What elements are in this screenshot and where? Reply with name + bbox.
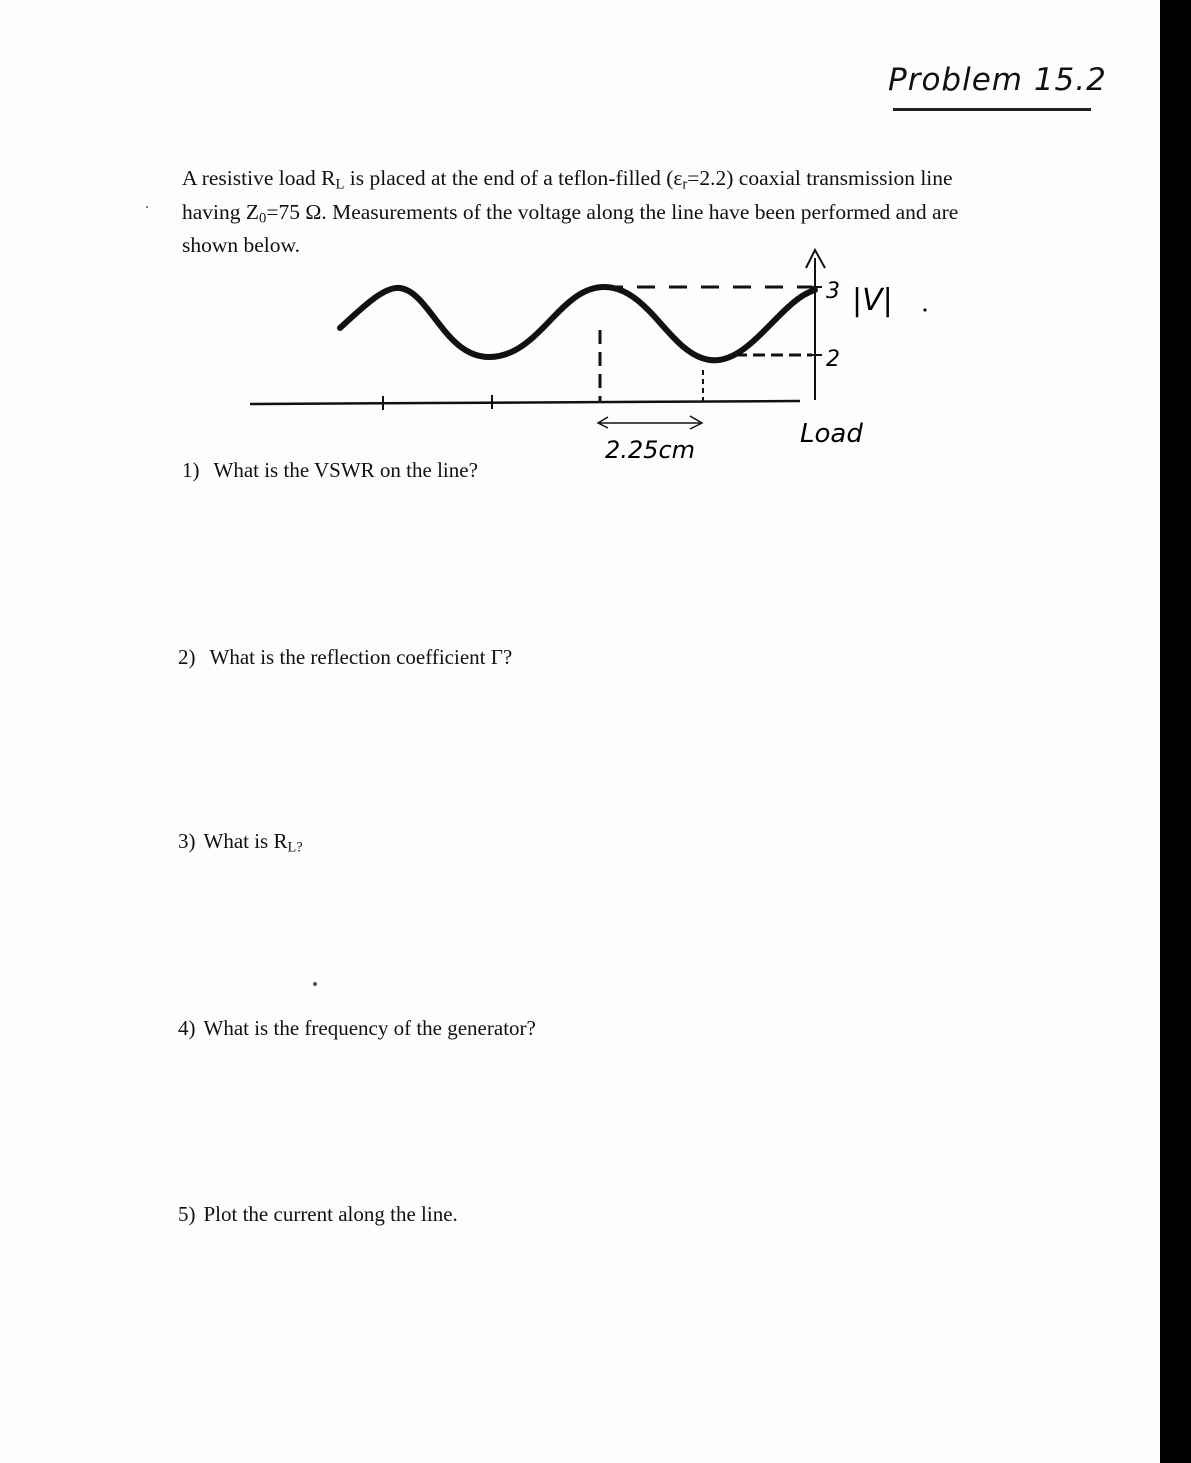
problem-title: Problem 15.2 [888, 62, 1107, 98]
label-distance: 2.25cm [605, 436, 696, 464]
scan-speck [313, 982, 317, 986]
label-max-value: 3 [826, 279, 840, 304]
position-axis [250, 401, 800, 404]
scan-speck [146, 206, 148, 208]
question-1: 1) What is the VSWR on the line? [182, 458, 478, 482]
question-3: 3) What is $R_{L?}$ [178, 829, 303, 856]
question-4: 4) What is the frequency of the generator? [178, 1016, 536, 1040]
axis-label-dot [923, 308, 926, 311]
voltage-standing-wave-curve [340, 287, 815, 360]
statement-line-3: shown below. [182, 233, 301, 258]
statement-line-1: A resistive load $R_L$ is placed at the end of a teflon-filled $(\varepsilon_r=2.2)$ coaxial transmission line [182, 166, 953, 193]
label-axis-v: |V| [852, 283, 893, 318]
question-2: 2) What is the reflection coefficient Γ? [178, 645, 513, 669]
problem-title-underline [893, 108, 1091, 111]
label-min-value: 2 [826, 347, 840, 372]
statement-line-2: having $Z_0=75$ Ω. Measurements of the voltage along the line have been performed and are [182, 199, 959, 227]
question-5: 5) Plot the current along the line. [178, 1202, 458, 1226]
label-load: Load [800, 419, 863, 449]
standing-wave-diagram [0, 240, 1100, 470]
